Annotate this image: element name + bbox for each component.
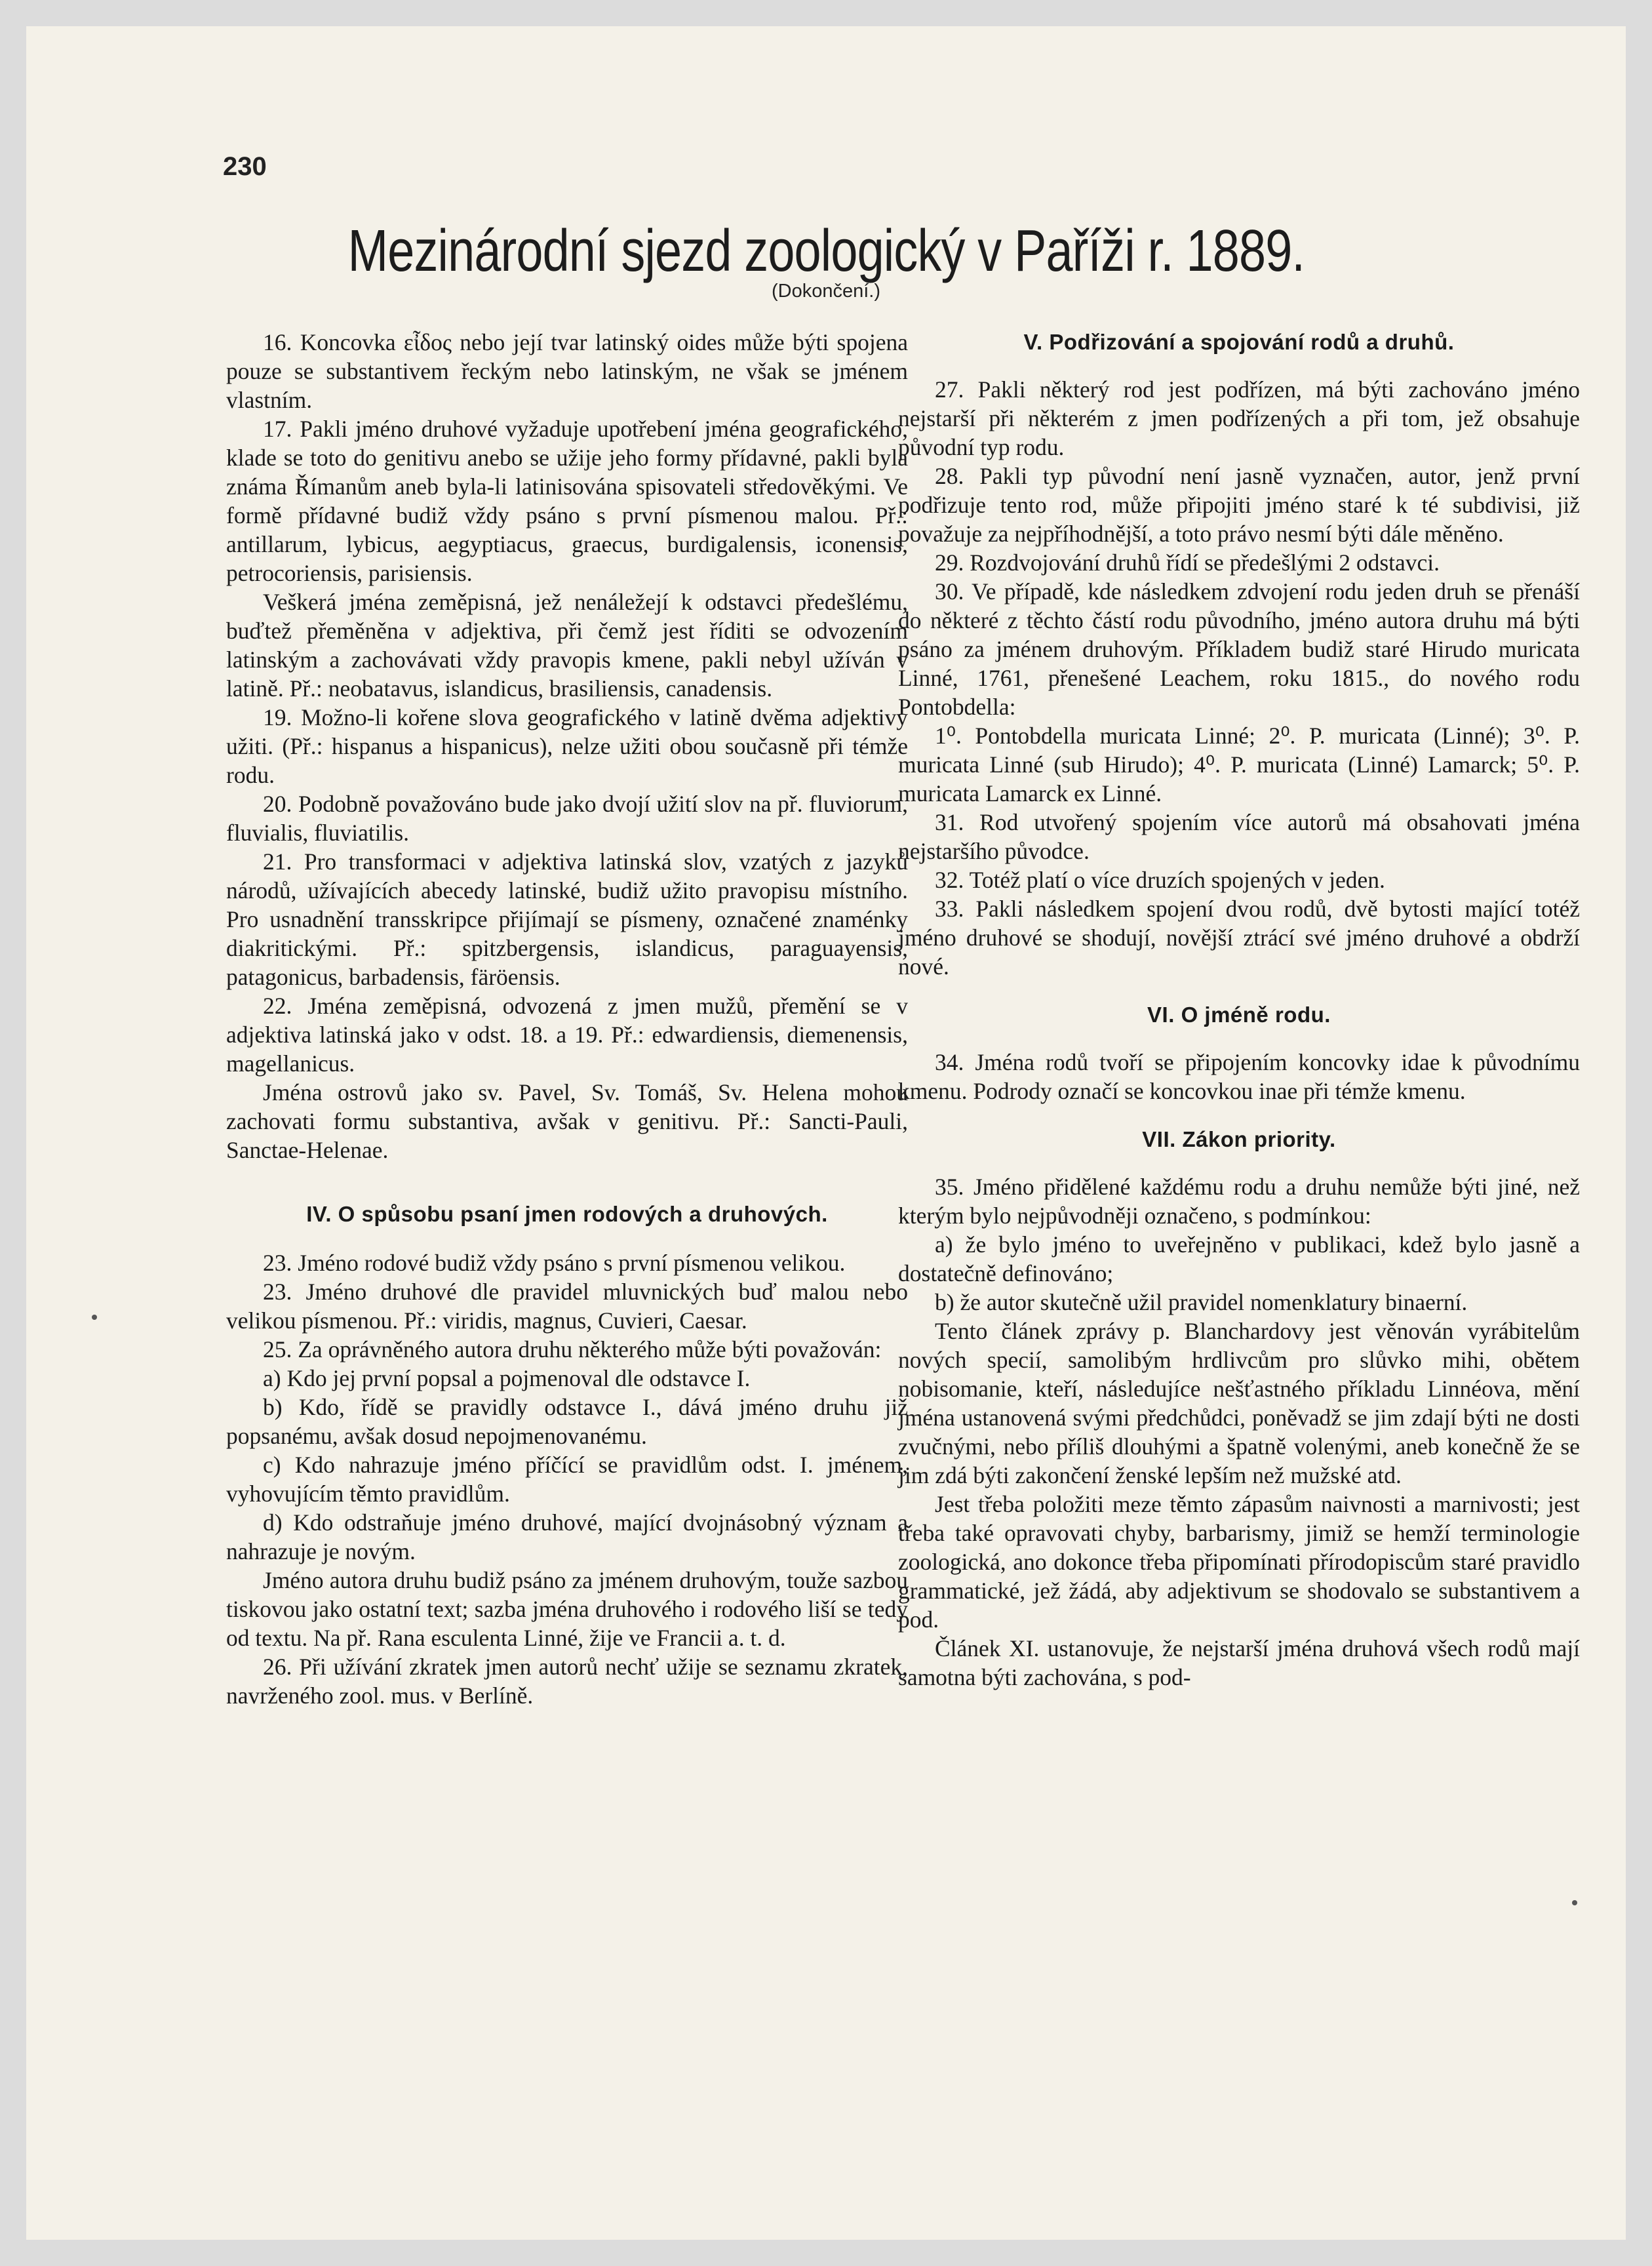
paragraph-naivete: Jest třeba položiti meze těmto zápasům naivnosti a marnivosti; jest třeba také opravovati chyby, barbarismy, jimiž se hemží terminologie zoologická, ano dokonce třeba připomínati přírodopiscům staré pravidlo grammatické, jež žádá, aby adjektivum se shodovalo se substantivem a pod.: [898, 1491, 1580, 1633]
paragraph-23a: 23. Jméno rodové budiž vždy psáno s první písmenou velikou.: [263, 1250, 846, 1276]
speck-mark: [1572, 1900, 1577, 1905]
paragraph-31: 31. Rod utvořený spojením více autorů má obsahovati jména nejstaršího původce.: [898, 809, 1580, 864]
paragraph-35b: b) že autor skutečně užil pravidel nomenklatury binaerní.: [935, 1289, 1468, 1315]
paragraph-17: 17. Pakli jméno druhové vyžaduje upotřebení jména geografického, klade se toto do genitivu anebo se užije jeho formy přídavné, pakli byla známa Římanům aneb byla-li latinisována spisovateli středověkými. Ve formě přídavné budiž vždy psáno s první písmenou malou. Př.: antillarum, lybicus, aegyptiacus, graecus, burdigalensis, iconensis, petrocoriensis, parisiensis.: [226, 416, 908, 586]
paragraph-blanchard: Tento článek zprávy p. Blanchardovy jest věnován vyrábitelům nových specií, samolibým hrdlivcům pro slůvko mihi, obětem nobisomanie, kteří, následujíce nešťastného příkladu Linnéova, mění jména ustanovená svými předchůdci, poněvadž se jim zdají býti ne dosti zvučnými, nebo příliš dlouhými a špatně volenými, aneb konečně že se jim zdá býti zakončení ženské lepším než mužské atd.: [898, 1318, 1580, 1488]
page-number: 230: [223, 152, 267, 181]
paragraph-22: 22. Jména zeměpisná, odvozená z jmen mužů, přemění se v adjektiva latinská jako v odst. 18. a 19. Př.: edwardiensis, diemenensis, magellanicus.: [226, 993, 908, 1077]
paragraph-25a: a) Kdo jej první popsal a pojmenoval dle odstavce I.: [263, 1365, 751, 1391]
section-heading-vi: VI. O jméně rodu.: [1147, 1003, 1331, 1027]
paragraph-author-name: Jméno autora druhu budiž psáno za jménem druhovým, touže sazbou tiskovou jako ostatní text; sazba jména druhového i rodového liší se tedy od textu. Na př. Rana esculenta Linné, žije ve Francii a. t. d.: [226, 1567, 908, 1651]
paragraph-27: 27. Pakli některý rod jest podřízen, má býti zachováno jméno nejstarší při některém z jmen podřízených a při tom, jež obsahuje původní typ rodu.: [898, 376, 1580, 460]
paragraph-35a: a) že bylo jméno to uveřejněno v publikaci, kdež bylo jasně a dostatečně definováno;: [898, 1231, 1580, 1286]
paragraph-18: Veškerá jména zeměpisná, jež nenáležejí k odstavci předešlému, buďtež přeměněna v adjektiva, při čemž jest říditi se odvozením latinským a zachovávati vždy pravopis kmene, pakli nebyl užíván v latině. Př.: neobatavus, islandicus, brasiliensis, canadensis.: [226, 589, 908, 702]
paragraph-19: 19. Možno-li kořene slova geografického v latině dvěma adjektivy užiti. (Př.: hispanus a hispanicus), nelze užiti obou současně při témže rodu.: [226, 704, 908, 788]
paragraph-25: 25. Za oprávněného autora druhu některého může býti považován:: [263, 1336, 882, 1362]
paragraph-25c: c) Kdo nahrazuje jméno příčící se pravidlům odst. I. jménem, vyhovujícím těmto pravidlům.: [226, 1452, 908, 1507]
left-column: [226, 328, 908, 1710]
paragraph-23b: 23. Jméno druhové dle pravidel mluvnických buď malou nebo velikou písmenou. Př.: viridis, magnus, Cuvieri, Caesar.: [226, 1279, 908, 1334]
paragraph-30: 30. Ve případě, kde následkem zdvojení rodu jeden druh se přenáší do některé z těchto částí rodu původního, jméno autora druhu má býti psáno za jménem druhovým. Příkladem budiž staré Hirudo muricata Linné, 1761, přenešené Leachem, roku 1815., do nového rodu Pontobdella:: [898, 578, 1580, 720]
paragraph-article-xi: Článek XI. ustanovuje, že nejstarší jména druhová všech rodů mají samotna býti zachována, s pod-: [898, 1635, 1580, 1690]
section-heading-v: V. Podřizování a spojování rodů a druhů.: [1023, 330, 1455, 354]
paragraph-32: 32. Totéž platí o více druzích spojených v jeden.: [935, 867, 1385, 893]
paragraph-25b: b) Kdo, řídě se pravidly odstavce I., dává jméno druhu již popsanému, avšak dosud nepojmenovanému.: [226, 1394, 908, 1449]
paragraph-28: 28. Pakli typ původní není jasně vyznačen, autor, jenž první podřizuje tento rod, může připojiti jméno staré k té subdivisi, již považuje za nejpříhodnější, a toto právo nesmí býti dále měněno.: [898, 463, 1580, 547]
paragraph-21: 21. Pro transformaci v adjektiva latinská slov, vzatých z jazyků národů, užívajících abecedy latinské, budiž užito pravopisu místního. Pro usnadnění transskripce přijímají se písmeny, označené znaménky diakritickými. Př.: spitzbergensis, islandicus, paraguayensis, patagonicus, barbadensis, färöensis.: [226, 848, 908, 990]
paragraph-islands: Jména ostrovů jako sv. Pavel, Sv. Tomáš, Sv. Helena mohou zachovati formu substantiva, avšak v genitivu. Př.: Sancti-Pauli, Sanctae-Helenae.: [226, 1079, 908, 1163]
paragraph-34: 34. Jména rodů tvoří se připojením koncovky idae k původnímu kmenu. Podrody označí se koncovkou inae při témže kmenu.: [898, 1049, 1580, 1104]
paragraph-16: 16. Koncovka εἶδος nebo její tvar latinský oides může býti spojena pouze se substantivem řeckým nebo latinským, ne však se jménem vlastním.: [226, 329, 908, 413]
speck-mark: [92, 1315, 97, 1320]
paragraph-33: 33. Pakli následkem spojení dvou rodů, dvě bytosti mající totéž jméno druhové se shodují, novější ztrácí své jméno druhové a obdrží nové.: [898, 896, 1580, 980]
article-subtitle: (Dokončení.): [771, 281, 880, 302]
paragraph-30-examples: 1⁰. Pontobdella muricata Linné; 2⁰. P. muricata (Linné); 3⁰. P. muricata Linné (sub Hirudo); 4⁰. P. muricata (Linné) Lamarck; 5⁰. P. muricata Lamarck ex Linné.: [898, 723, 1580, 806]
paragraph-25d: d) Kdo odstraňuje jméno druhové, mající dvojnásobný význam a nahrazuje je novým.: [226, 1509, 908, 1564]
paragraph-26: 26. Při užívání zkratek jmen autorů nechť užije se seznamu zkratek, navrženého zool. mus. v Berlíně.: [226, 1654, 908, 1709]
article-title: Mezinárodní sjezd zoologický v Paříži r. 1889.: [347, 218, 1305, 284]
paragraph-29: 29. Rozdvojování druhů řídí se předešlými 2 odstavci.: [935, 549, 1440, 576]
page: [26, 26, 1626, 2240]
section-heading-iv: IV. O spůsobu psaní jmen rodových a druhových.: [306, 1202, 828, 1226]
paragraph-35: 35. Jméno přidělené každému rodu a druhu nemůže býti jiné, než kterým bylo nejpůvodněji označeno, s podmínkou:: [898, 1174, 1580, 1229]
right-column: [898, 328, 1580, 1692]
paragraph-20: 20. Podobně považováno bude jako dvojí užití slov na př. fluviorum, fluvialis, fluviatilis.: [226, 791, 908, 846]
section-heading-vii: VII. Zákon priority.: [1142, 1127, 1336, 1151]
